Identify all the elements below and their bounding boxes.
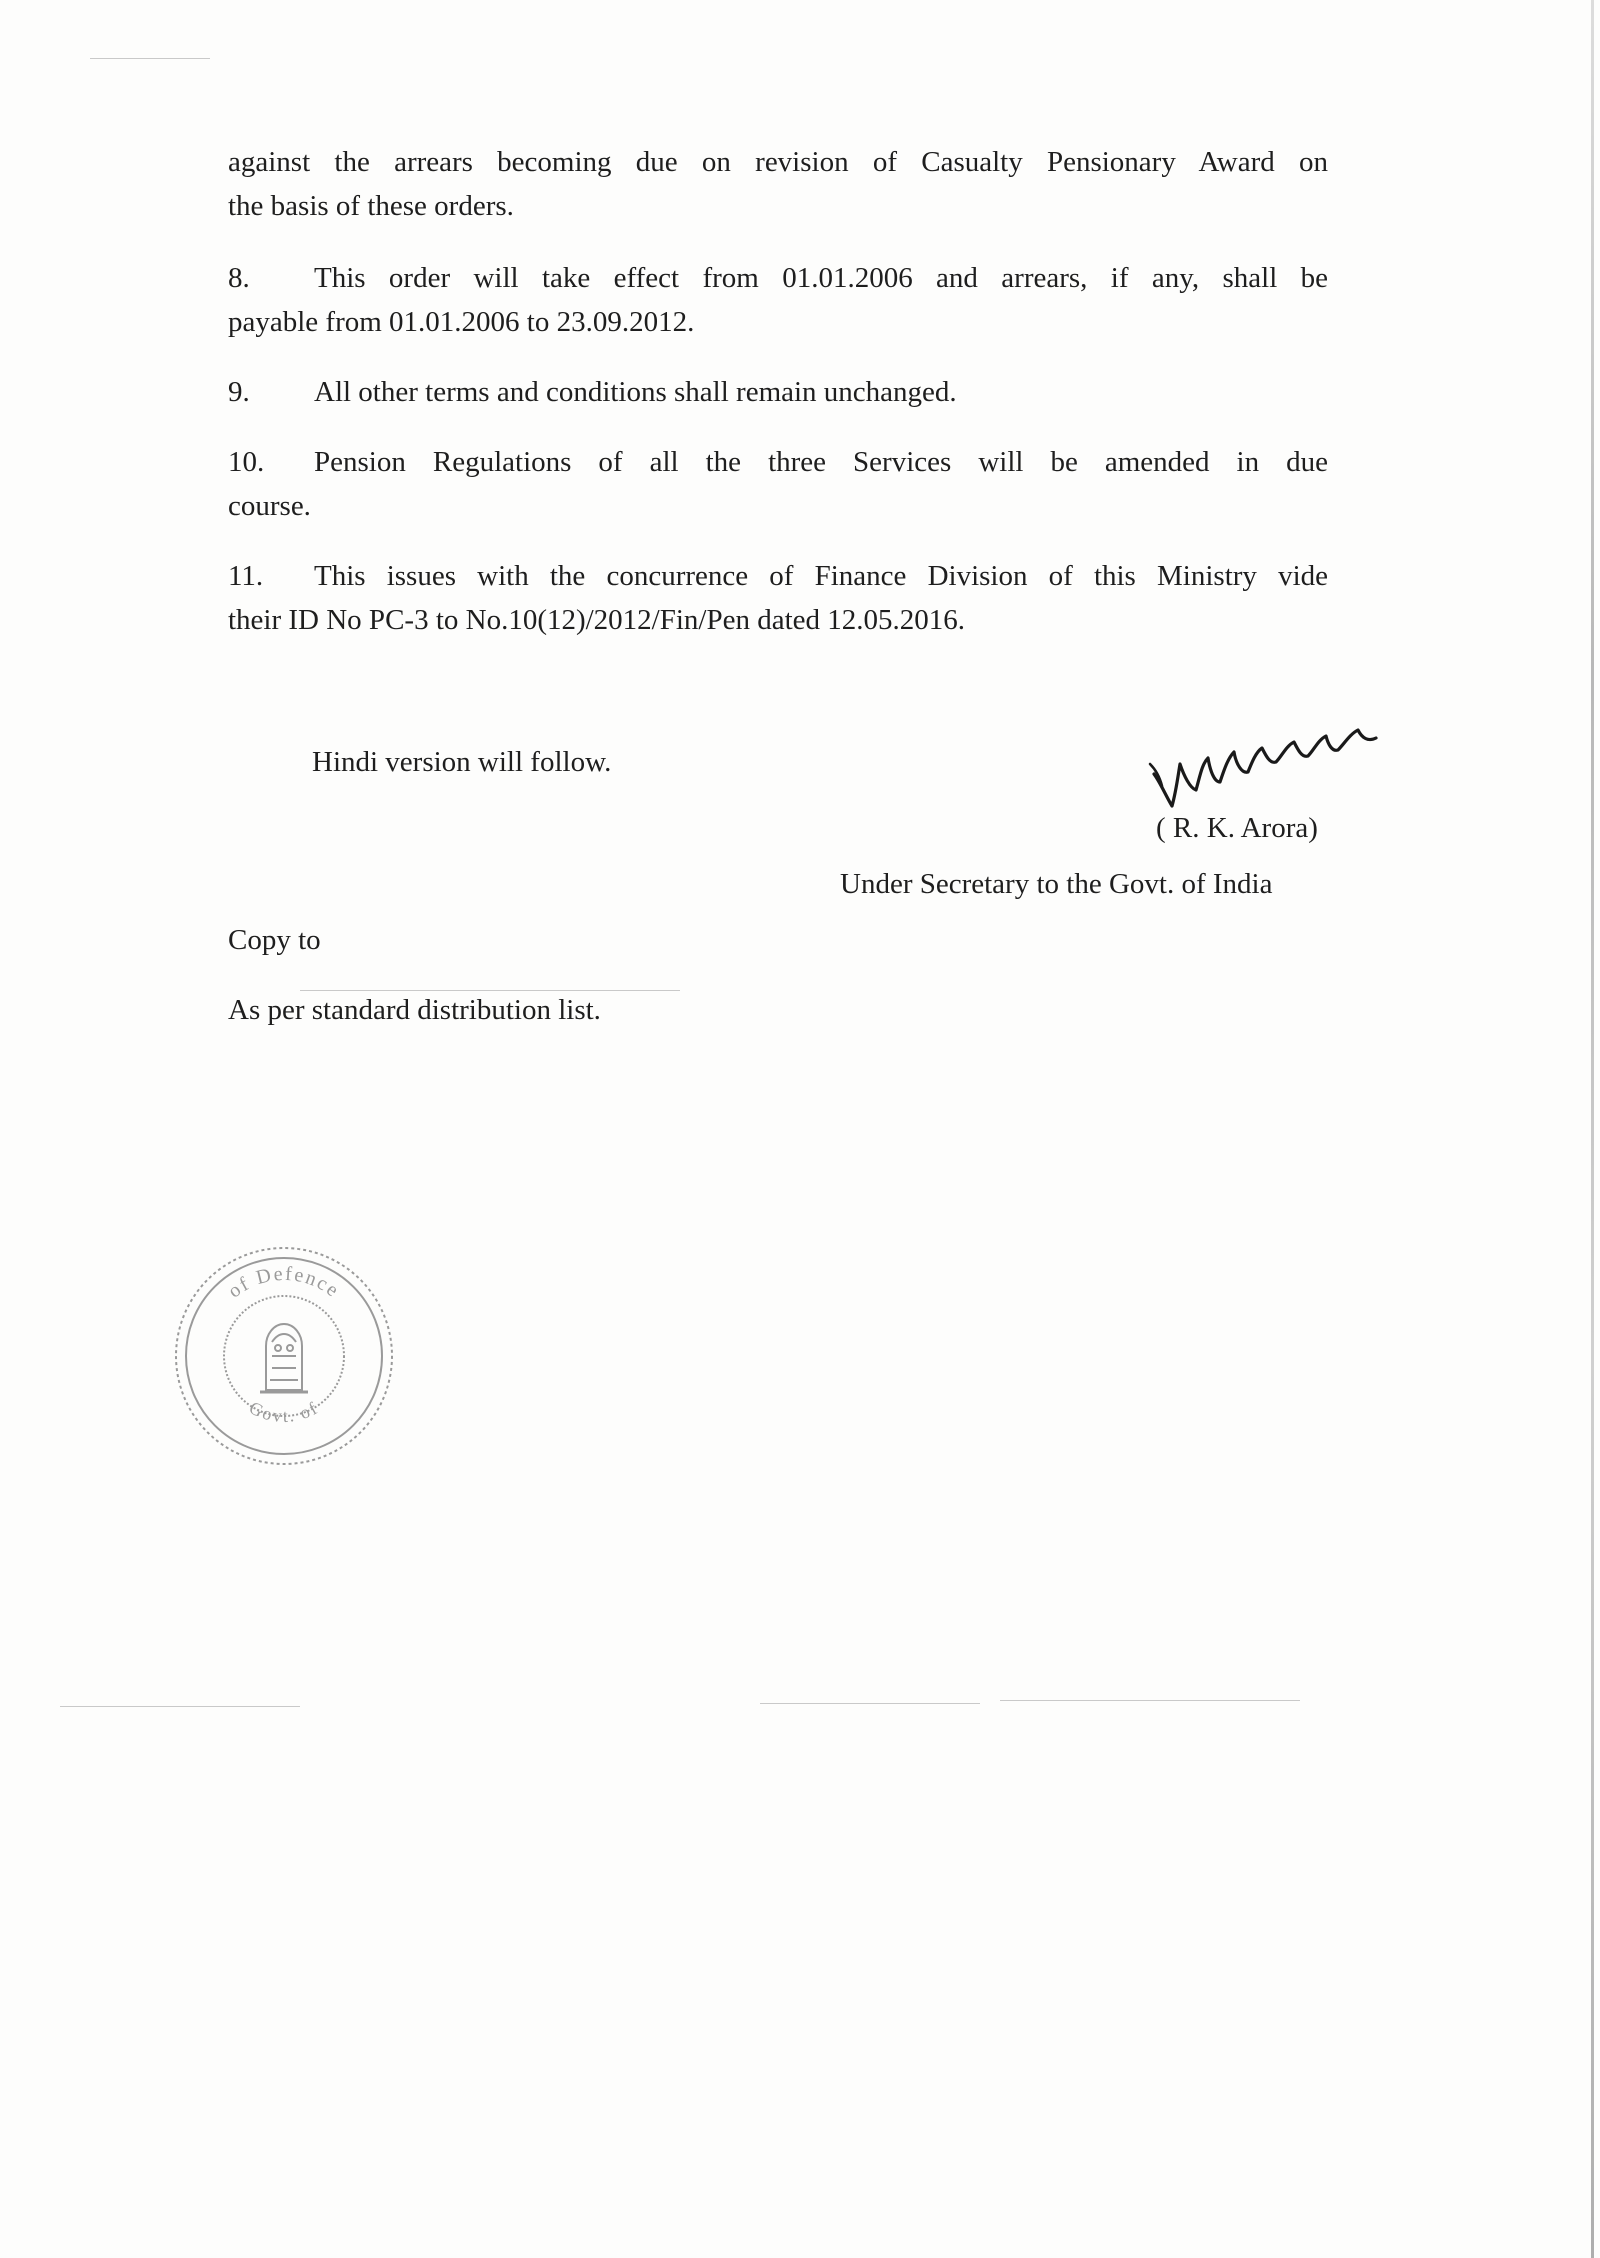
svg-text:of Defence: [224, 1263, 344, 1303]
hindi-version-note: Hindi version will follow.: [312, 746, 612, 778]
carryover-line-1: against the arrears becoming due on revision of Casualty Pensionary Award on: [228, 146, 1328, 178]
paragraph-8-line-1: [228, 256, 1328, 300]
paragraph-9-line-1: [228, 370, 1328, 414]
paragraph-number: 11.: [228, 560, 264, 592]
handwritten-signature: [1148, 712, 1384, 822]
carryover-line-2: the basis of these orders.: [228, 190, 514, 222]
paragraph-8-line-2: payable from 01.01.2006 to 23.09.2012.: [228, 306, 695, 338]
paragraph-10-line-1: [228, 440, 1328, 484]
paragraph-8: [228, 256, 1328, 344]
seal-text-bottom: Govt. of: [246, 1397, 323, 1427]
paragraph-number: 9.: [228, 376, 250, 408]
paragraph-10: [228, 440, 1328, 528]
scan-edge: [1591, 0, 1594, 2258]
svg-text:Govt. of: [246, 1397, 322, 1426]
scan-noise: [90, 58, 210, 59]
paragraph-9: [228, 370, 1328, 414]
paragraph-number: 8.: [228, 262, 250, 294]
carryover-paragraph: [228, 140, 1328, 228]
scan-noise: [60, 1706, 300, 1707]
official-seal: [168, 1240, 400, 1472]
paragraph-10-line-2: course.: [228, 490, 311, 522]
paragraph-number: 10.: [228, 446, 265, 478]
copy-to-label: Copy to: [228, 924, 321, 956]
paragraph-11-line-1: [228, 554, 1328, 598]
paragraph-9-text: All other terms and conditions shall remain unchanged.: [314, 376, 957, 408]
seal-text-top: of Defence: [224, 1262, 345, 1303]
distribution-list: As per standard distribution list.: [228, 994, 601, 1026]
scan-noise: [1000, 1700, 1300, 1701]
paragraph-11: [228, 554, 1328, 642]
paragraph-11-text: This issues with the concurrence of Finance Division of this Ministry vide: [314, 560, 1328, 592]
signatory-title: Under Secretary to the Govt. of India: [840, 868, 1273, 900]
scan-noise: [760, 1703, 980, 1704]
signatory-name: ( R. K. Arora): [1156, 812, 1318, 844]
paragraph-11-line-2: their ID No PC-3 to No.10(12)/2012/Fin/Pen dated 12.05.2016.: [228, 604, 966, 636]
paragraph-8-text: This order will take effect from 01.01.2006 and arrears, if any, shall be: [314, 262, 1328, 294]
paragraph-10-text: Pension Regulations of all the three Services will be amended in due: [314, 446, 1328, 478]
